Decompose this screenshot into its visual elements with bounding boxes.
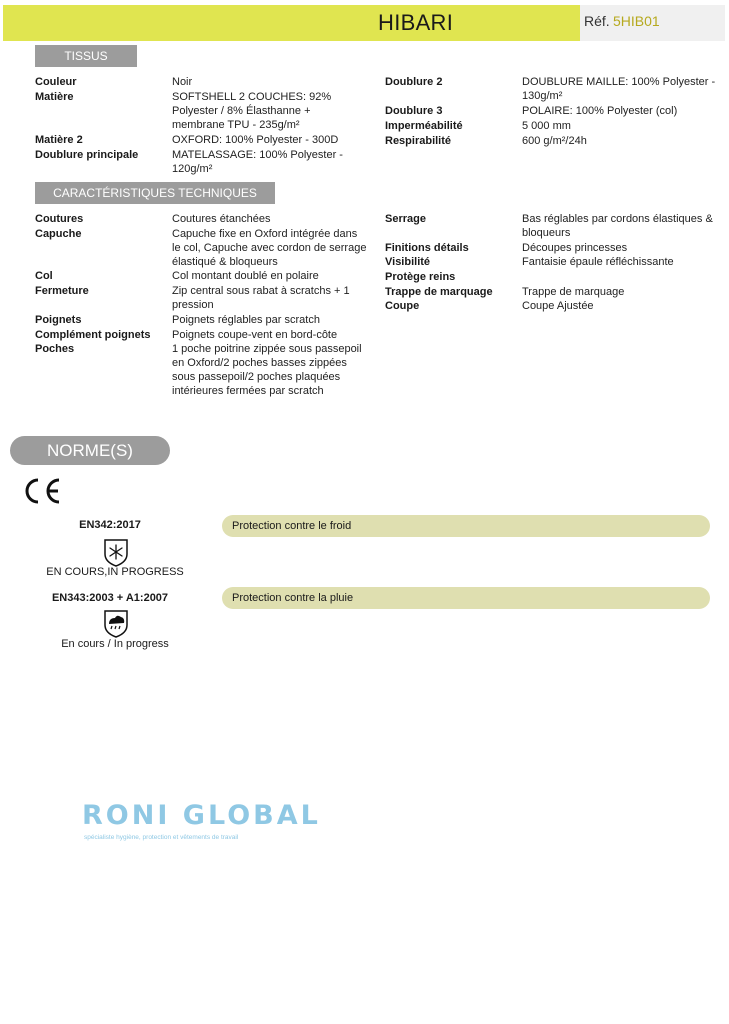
- header-band: [3, 5, 580, 41]
- section-normes: NORME(S): [10, 436, 170, 465]
- spec-label: Coupe: [385, 300, 420, 312]
- logo-brand: RONI GLOBAL: [82, 800, 321, 831]
- spec-label: Respirabilité: [385, 135, 452, 147]
- spec-value: Découpes princesses: [522, 242, 628, 254]
- spec-label: Doublure principale: [35, 149, 139, 161]
- spec-label: Capuche: [35, 228, 82, 240]
- spec-value: SOFTSHELL 2 COUCHES: 92% Polyester / 8% Élasthanne + membrane TPU - 235g/m²: [172, 91, 332, 131]
- cold-protection-icon: [103, 537, 129, 567]
- rain-protection-icon: [103, 608, 129, 638]
- spec-label: Fermeture: [35, 285, 89, 297]
- spec-label: Poignets: [35, 314, 82, 326]
- section-tissus: TISSUS: [35, 45, 137, 67]
- reference-label: Réf.: [584, 13, 610, 29]
- section-caracteristiques: CARACTÉRISTIQUES TECHNIQUES: [35, 182, 275, 204]
- product-title: HIBARI: [378, 10, 454, 35]
- spec-label: Serrage: [385, 213, 426, 225]
- spec-value: Noir: [172, 76, 193, 88]
- spec-value: 600 g/m²/24h: [522, 135, 587, 147]
- ce-mark-icon: [22, 477, 62, 505]
- spec-label: Poches: [35, 343, 75, 355]
- norm-code: EN342:2017: [79, 519, 141, 531]
- spec-label: Protège reins: [385, 271, 456, 283]
- spec-value: Zip central sous rabat à scratchs + 1 pression: [172, 285, 350, 311]
- norm-status: En cours / In progress: [61, 638, 169, 650]
- spec-value: Coupe Ajustée: [522, 300, 594, 312]
- spec-label: Matière 2: [35, 134, 83, 146]
- spec-label: Doublure 3: [385, 105, 443, 117]
- spec-value: Poignets coupe-vent en bord-côte: [172, 329, 338, 341]
- norm-description-bar: Protection contre la pluie: [222, 587, 710, 609]
- spec-value: OXFORD: 100% Polyester - 300D: [172, 134, 339, 146]
- spec-value: 1 poche poitrine zippée sous passepoil en Oxford/2 poches basses zippées sous passepoil/2 poches plaquées intérieures fermées par scratch: [172, 343, 362, 397]
- reference-value: 5HIB01: [613, 13, 660, 29]
- company-logo: [82, 800, 372, 850]
- spec-label: Imperméabilité: [385, 120, 463, 132]
- spec-value: POLAIRE: 100% Polyester (col): [522, 105, 678, 117]
- spec-value: Fantaisie épaule réfléchissante: [522, 256, 674, 268]
- spec-value: Trappe de marquage: [522, 286, 625, 298]
- spec-label: Visibilité: [385, 256, 431, 268]
- spec-value: Capuche fixe en Oxford intégrée dans le col, Capuche avec cordon de serrage élastiqué & bloqueurs: [172, 228, 367, 268]
- spec-label: Col: [35, 270, 53, 282]
- logo-tagline: spécialiste hygiène, protection et vêtements de travail: [84, 834, 239, 841]
- spec-value: DOUBLURE MAILLE: 100% Polyester - 130g/m²: [522, 76, 716, 102]
- norm-description-bar: Protection contre le froid: [222, 515, 710, 537]
- norm-status: EN COURS,IN PROGRESS: [46, 566, 184, 578]
- spec-label: Matière: [35, 91, 74, 103]
- spec-value: Poignets réglables par scratch: [172, 314, 320, 326]
- spec-value: Bas réglables par cordons élastiques & bloqueurs: [522, 213, 713, 239]
- spec-label: Complément poignets: [35, 329, 151, 341]
- spec-label: Doublure 2: [385, 76, 443, 88]
- spec-label: Couleur: [35, 76, 77, 88]
- spec-value: MATELASSAGE: 100% Polyester - 120g/m²: [172, 149, 343, 175]
- spec-label: Finitions détails: [385, 242, 469, 254]
- spec-value: Coutures étanchées: [172, 213, 271, 225]
- norm-code: EN343:2003 + A1:2007: [51, 592, 169, 604]
- spec-label: Trappe de marquage: [385, 286, 493, 298]
- spec-value: 5 000 mm: [522, 120, 571, 132]
- spec-value: Col montant doublé en polaire: [172, 270, 319, 282]
- spec-label: Coutures: [35, 213, 84, 225]
